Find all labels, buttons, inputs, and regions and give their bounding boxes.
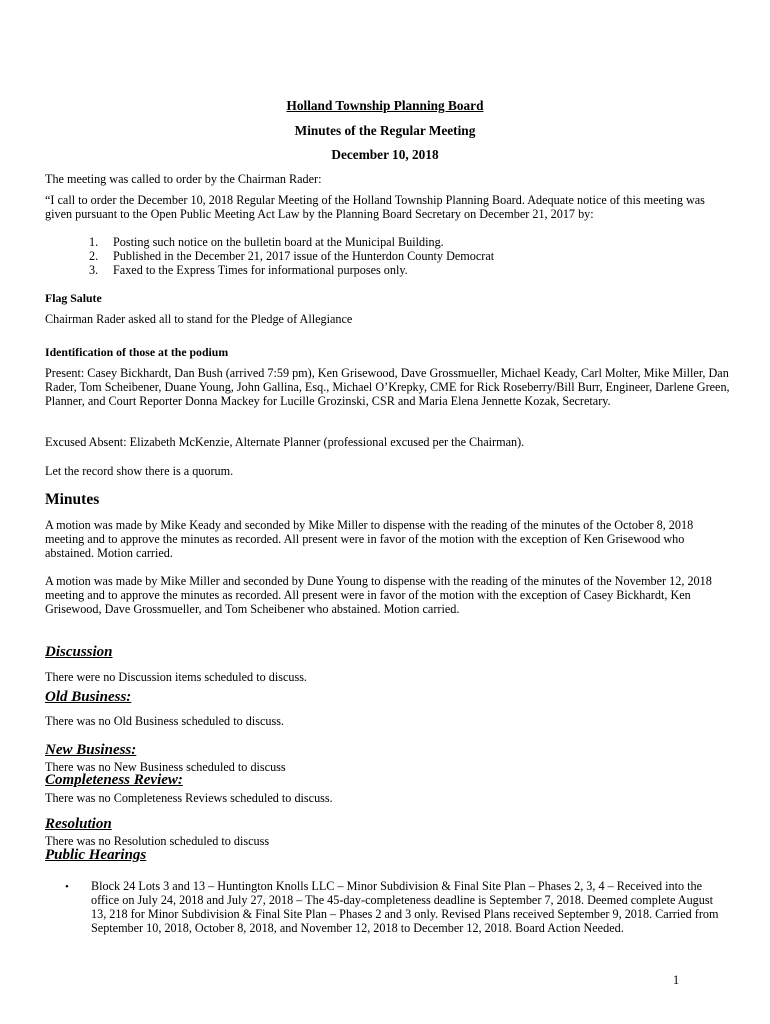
- flag-salute-text: Chairman Rader asked all to stand for the Pledge of Allegiance: [45, 312, 353, 326]
- discussion-heading: Discussion: [45, 644, 113, 660]
- discussion-text: There were no Discussion items scheduled to discuss.: [45, 670, 307, 684]
- document-org-title: Holland Township Planning Board: [286, 98, 484, 113]
- notice-item-text: Faxed to the Express Times for informational purposes only.: [113, 263, 408, 277]
- new-business-heading: New Business:: [45, 742, 137, 758]
- minutes-motion-1: A motion was made by Mike Keady and seconded by Mike Miller to dispense with the reading of the minutes of the October 8, 2018 meeting and to approve the minutes as recorded. All present were in favor of the motion with the exception of Ken Grisewood who abstained. Motion carried.: [45, 518, 694, 560]
- quorum-statement: Let the record show there is a quorum.: [45, 464, 234, 478]
- notice-item-number: 2.: [89, 249, 99, 263]
- public-hearings-heading: Public Hearings: [45, 847, 147, 863]
- page-number: 1: [673, 973, 680, 987]
- call-to-order: The meeting was called to order by the Chairman Rader:: [45, 172, 322, 186]
- podium-heading: Identification of those at the podium: [45, 345, 229, 359]
- flag-salute-heading: Flag Salute: [45, 291, 102, 305]
- old-business-heading: Old Business:: [45, 689, 132, 705]
- completeness-review-heading: Completeness Review:: [45, 772, 183, 788]
- notice-item-text: Published in the December 21, 2017 issue of the Hunterdon County Democrat: [113, 249, 495, 263]
- completeness-review-text: There was no Completeness Reviews scheduled to discuss.: [45, 791, 333, 805]
- resolution-text: There was no Resolution scheduled to discuss: [45, 834, 270, 848]
- bullet-icon: •: [65, 881, 69, 893]
- minutes-heading: Minutes: [45, 491, 100, 508]
- chairman-statement: “I call to order the December 10, 2018 Regular Meeting of the Holland Township Planning Board. Adequate notice of this meeting was given pursuant to the Open Public Meeting Act Law by the Planning Board Secretary on December 21, 2017 by:: [45, 193, 705, 221]
- public-hearing-item: Block 24 Lots 3 and 13 – Huntington Knolls LLC – Minor Subdivision & Final Site Plan – Phases 2, 3, 4 – Received into the office on July 24, 2018 and July 27, 2018 – The 45-day-completeness deadline is September 7, 2018. Deemed complete August 13, 218 for Minor Subdivision & Final Site Plan – Phases 2 and 3 only. Revised Plans received September 9, 2018. Carried from September 10, 2018, October 8, 2018, and November 12, 2018 to December 12, 2018. Board Action Needed.: [91, 879, 719, 935]
- resolution-heading: Resolution: [45, 816, 112, 832]
- notice-item-text: Posting such notice on the bulletin board at the Municipal Building.: [113, 235, 444, 249]
- notice-item-number: 3.: [89, 263, 99, 277]
- notice-item-number: 1.: [89, 235, 99, 249]
- present-list: Present: Casey Bickhardt, Dan Bush (arrived 7:59 pm), Ken Grisewood, Dave Grossmueller, Michael Keady, Carl Molter, Mike Miller, Dan Rader, Tom Scheibener, Duane Young, John Gallina, Esq., Michael O’Krepky, CME for Rick Roseberry/Bill Burr, Engineer, Darlene Green, Planner, and Court Reporter Donna Mackey for Lucille Grozinski, CSR and Maria Elena Jennette Kozak, Secretary.: [45, 366, 730, 408]
- document-subtitle: Minutes of the Regular Meeting: [294, 123, 476, 138]
- old-business-text: There was no Old Business scheduled to discuss.: [45, 714, 284, 728]
- new-business-text: There was no New Business scheduled to discuss: [45, 760, 286, 774]
- document-date: December 10, 2018: [331, 147, 439, 162]
- excused-absent: Excused Absent: Elizabeth McKenzie, Alternate Planner (professional excused per the Chairman).: [45, 435, 525, 449]
- minutes-motion-2: A motion was made by Mike Miller and seconded by Dune Young to dispense with the reading of the minutes of the November 12, 2018 meeting and to approve the minutes as recorded. All present were in favor of the motion with the exception of Casey Bickhardt, Ken Grisewood, Dave Grossmueller, and Tom Scheibener who abstained. Motion carried.: [45, 574, 712, 616]
